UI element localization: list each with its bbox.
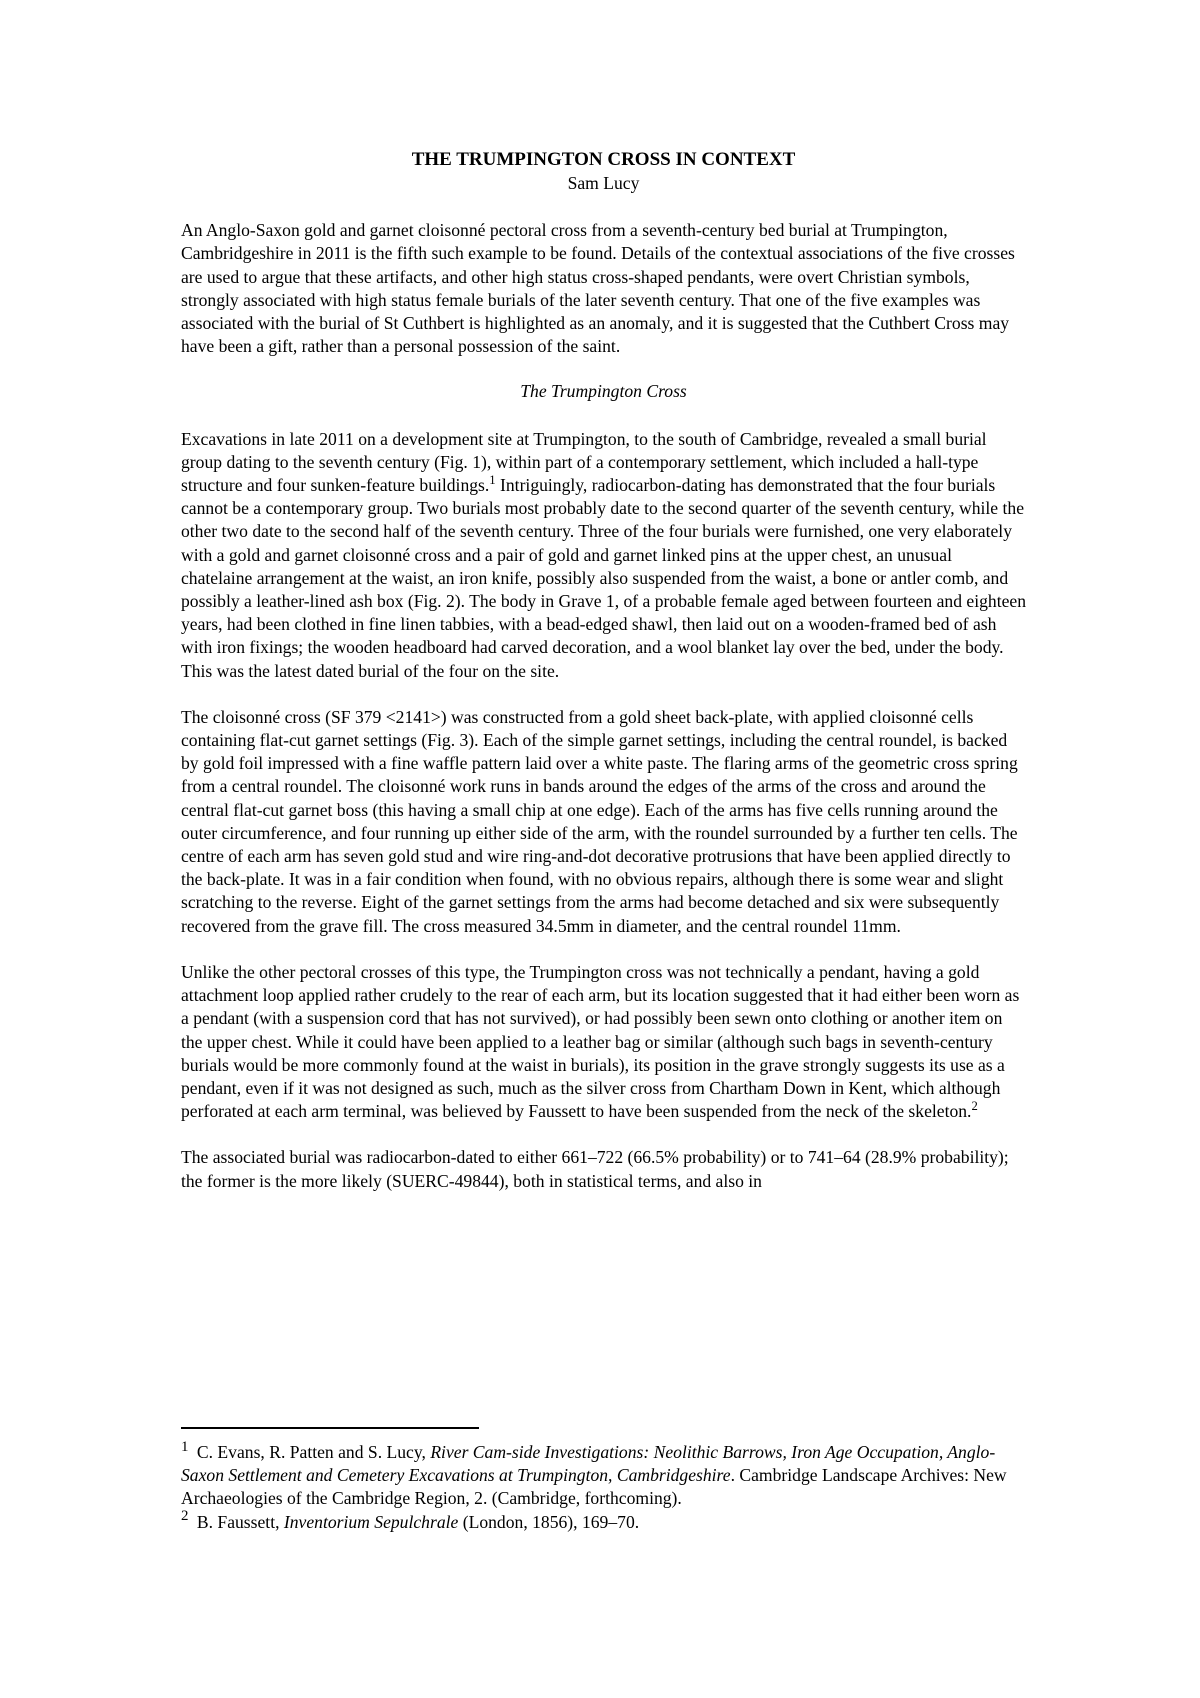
footnote-divider [181, 1427, 479, 1429]
footnote-1 [181, 1438, 1026, 1511]
footnote-2 [181, 1508, 1026, 1534]
article-author: Sam Lucy [567, 173, 640, 193]
footnote-text: B. Faussett, [192, 1511, 284, 1532]
footnote-cited-title: Inventorium Sepulchrale [283, 1511, 459, 1532]
article-body [181, 148, 1026, 1216]
footnote-text: C. Evans, R. Patten and S. Lucy, [192, 1442, 431, 1462]
section-heading: The Trumpington Cross [520, 381, 687, 402]
abstract-paragraph: An Anglo-Saxon gold and garnet cloisonné pectoral cross from a seventh-century bed burial at Trumpington, Cambridgeshire in 2011 is the fifth such example to be found. Details of the contextual associations of the five crosses are used to argue that these artifacts, and other high status cross-shaped pendants, were overt Christian symbols, strongly associated with high status female burials of the later seventh century. That one of the five examples was associated with the burial of St Cuthbert is highlighted as an anomaly, and it is suggested that the Cuthbert Cross may have been a gift, rather than a personal possession of the saint. [181, 220, 1015, 357]
article-title: THE TRUMPINGTON CROSS IN CONTEXT [411, 149, 796, 170]
footnotes-section [181, 1427, 1026, 1534]
paragraph-text: Excavations in late 2011 on a development site at Trumpington, to the south of Cambridge, revealed a small burial group dating to the seventh century (Fig. 1), within part of a contemporary settlement, which included a hall-type structure and four sunken-feature buildings. [181, 428, 987, 496]
footnote-text: . Cambridge Landscape Archives: New Archaeologies of the Cambridge Region, 2. (Cambridge, forthcoming). [181, 1465, 1007, 1509]
body-paragraph-4: The associated burial was radiocarbon-dated to either 661–722 (66.5% probability) or to 741–64 (28.9% probability); the former is the more likely (SUERC-49844), both in statistical terms, and also in [181, 1147, 1009, 1191]
footnote-number: 2 [181, 1508, 189, 1525]
paragraph-text: Unlike the other pectoral crosses of this type, the Trumpington cross was not technically a pendant, having a gold attachment loop applied rather crudely to the rear of each arm, but its location suggested that it had either been worn as a pendant (with a suspension cord that has not survived), or had possibly been sewn onto clothing or another item on the upper chest. While it could have been applied to a leather bag or similar (although such bags in seventh-century burials would be more commonly found at the waist in burials), its position in the grave strongly suggests its use as a pendant, even if it was not designed as such, much as the silver cross from Chartham Down in Kent, which although perforated at each arm terminal, was believed by Faussett to have been suspended from the neck of the skeleton. [181, 961, 1020, 1122]
footnote-ref-1[interactable]: 1 [489, 473, 496, 488]
footnote-cited-title: River Cam-side Investigations: Neolithic Barrows, Iron Age Occupation, Anglo-Saxon Settlement and Cemetery Excavations at Trumpington, Cambridgeshire [181, 1442, 996, 1486]
paragraph-text: Intriguingly, radiocarbon-dating has demonstrated that the four burials cannot be a contemporary group. Two burials most probably date to the second quarter of the seventh century, while the other two date to the second half of the seventh century. Three of the four burials were furnished, one very elaborately with a gold and garnet cloisonné cross and a pair of gold and garnet linked pins at the upper chest, an unusual chatelaine arrangement at the waist, an iron knife, possibly also suspended from the waist, a bone or antler comb, and possibly a leather-lined ash box (Fig. 2). The body in Grave 1, of a probable female aged between fourteen and eighteen years, had been clothed in fine linen tabbies, with a bead-edged shawl, then laid out on a wooden-framed bed of ash with iron fixings; the wooden headboard had carved decoration, and a wool blanket lay over the bed, under the body. This was the latest dated burial of the four on the site. [181, 475, 1026, 681]
body-paragraph-2: The cloisonné cross (SF 379 <2141>) was constructed from a gold sheet back-plate, with applied cloisonné cells containing flat-cut garnet settings (Fig. 3). Each of the simple garnet settings, including the central roundel, is backed by gold foil impressed with a fine waffle pattern laid over a white paste. The flaring arms of the geometric cross spring from a central roundel. The cloisonné work runs in bands around the edges of the arms of the cross and around the central flat-cut garnet boss (this having a small chip at one edge). Each of the arms has five cells running around the outer circumference, and four running up either side of the arm, with the roundel surrounded by a further ten cells. The centre of each arm has seven gold stud and wire ring-and-dot decorative protrusions that have been applied directly to the back-plate. It was in a fair condition when found, with no obvious repairs, although there is some wear and slight scratching to the reverse. Eight of the garnet settings from the arms had become detached and six were subsequently recovered from the grave fill. The cross measured 34.5mm in diameter, and the central roundel 11mm. [181, 706, 1018, 936]
body-paragraph-1 [181, 428, 1026, 683]
footnote-text: (London, 1856), 169–70. [458, 1511, 640, 1532]
footnote-ref-2[interactable]: 2 [971, 1099, 978, 1114]
footnote-number: 1 [181, 1438, 189, 1455]
body-paragraph-3 [181, 961, 1026, 1123]
